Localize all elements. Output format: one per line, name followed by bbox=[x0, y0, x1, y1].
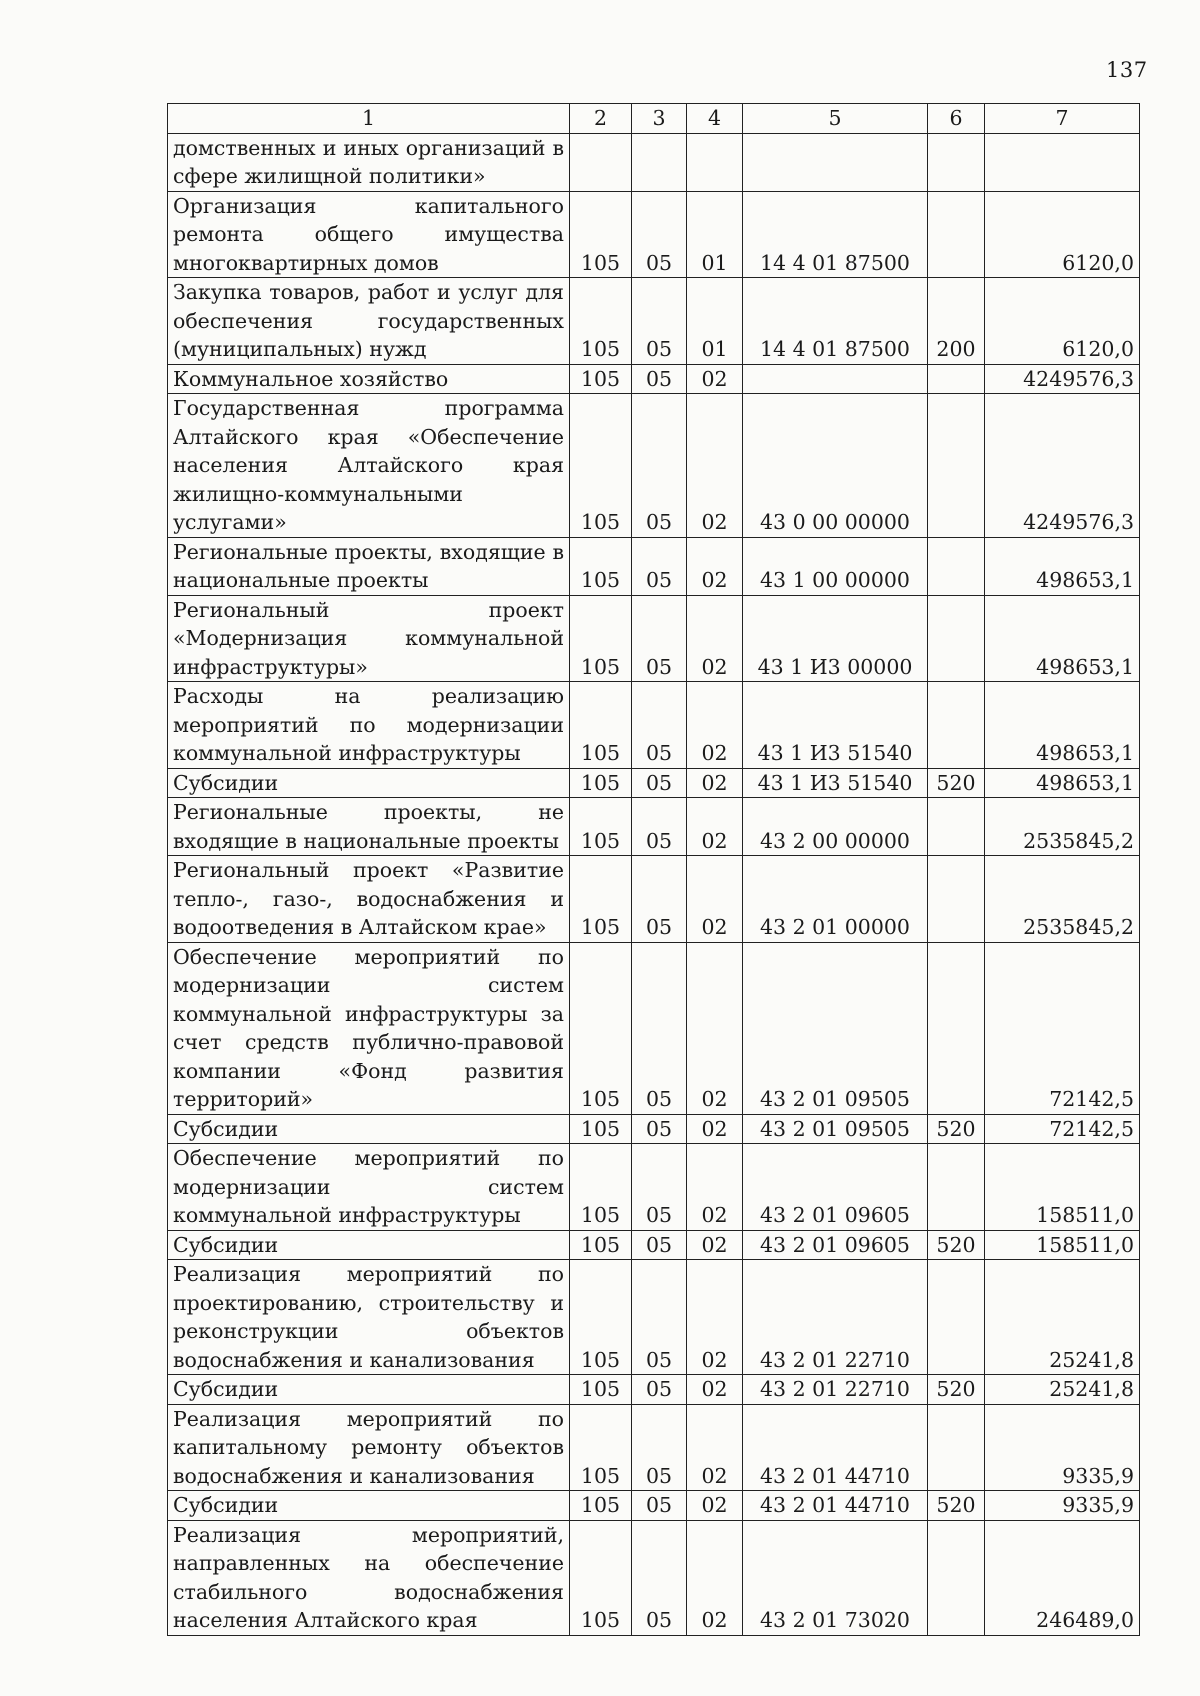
target-article-cell: 43 2 01 73020 bbox=[743, 1520, 928, 1635]
amount-cell: 25241,8 bbox=[985, 1375, 1140, 1405]
amount-cell: 9335,9 bbox=[985, 1404, 1140, 1491]
section-code-cell: 05 bbox=[632, 1144, 687, 1231]
section-code-cell: 05 bbox=[632, 1260, 687, 1375]
row-name-cell: Организация капитального ремонта общего имущества многоквартирных домов bbox=[168, 191, 570, 278]
table-row bbox=[168, 1144, 1140, 1231]
subsection-code-cell: 01 bbox=[687, 278, 743, 365]
expense-type-cell bbox=[928, 394, 985, 538]
section-code-cell: 05 bbox=[632, 856, 687, 943]
expense-type-cell bbox=[928, 942, 985, 1114]
column-header: 4 bbox=[687, 104, 743, 134]
ministry-code-cell: 105 bbox=[570, 798, 632, 856]
row-name-cell: Расходы на реализацию мероприятий по модернизации коммунальной инфраструктуры bbox=[168, 682, 570, 769]
subsection-code-cell: 02 bbox=[687, 364, 743, 394]
ministry-code-cell: 105 bbox=[570, 278, 632, 365]
amount-cell: 2535845,2 bbox=[985, 856, 1140, 943]
subsection-code-cell: 02 bbox=[687, 394, 743, 538]
section-code-cell: 05 bbox=[632, 1375, 687, 1405]
row-name-cell: Субсидии bbox=[168, 1230, 570, 1260]
target-article-cell: 43 2 01 09505 bbox=[743, 1114, 928, 1144]
row-name-cell: Обеспечение мероприятий по модернизации систем коммунальной инфраструктуры bbox=[168, 1144, 570, 1231]
amount-cell: 4249576,3 bbox=[985, 394, 1140, 538]
subsection-code-cell: 02 bbox=[687, 682, 743, 769]
expense-type-cell bbox=[928, 1260, 985, 1375]
column-header: 1 bbox=[168, 104, 570, 134]
subsection-code-cell bbox=[687, 133, 743, 191]
expense-type-cell bbox=[928, 537, 985, 595]
ministry-code-cell: 105 bbox=[570, 856, 632, 943]
expense-type-cell bbox=[928, 682, 985, 769]
row-name-cell: Реализация мероприятий по проектированию, строительству и реконструкции объектов водоснабжения и канализования bbox=[168, 1260, 570, 1375]
table-row bbox=[168, 798, 1140, 856]
amount-cell: 158511,0 bbox=[985, 1144, 1140, 1231]
expense-type-cell bbox=[928, 133, 985, 191]
section-code-cell: 05 bbox=[632, 1520, 687, 1635]
expense-type-cell: 520 bbox=[928, 1114, 985, 1144]
section-code-cell: 05 bbox=[632, 798, 687, 856]
table-row bbox=[168, 1375, 1140, 1405]
expense-type-cell bbox=[928, 191, 985, 278]
section-code-cell bbox=[632, 133, 687, 191]
subsection-code-cell: 02 bbox=[687, 1404, 743, 1491]
ministry-code-cell: 105 bbox=[570, 364, 632, 394]
subsection-code-cell: 02 bbox=[687, 1260, 743, 1375]
ministry-code-cell: 105 bbox=[570, 394, 632, 538]
ministry-code-cell: 105 bbox=[570, 1144, 632, 1231]
amount-cell: 72142,5 bbox=[985, 942, 1140, 1114]
ministry-code-cell: 105 bbox=[570, 682, 632, 769]
row-name-cell: Субсидии bbox=[168, 1491, 570, 1521]
page-number: 137 bbox=[1106, 58, 1148, 82]
row-name-cell: Региональные проекты, входящие в национальные проекты bbox=[168, 537, 570, 595]
subsection-code-cell: 02 bbox=[687, 768, 743, 798]
amount-cell: 72142,5 bbox=[985, 1114, 1140, 1144]
ministry-code-cell: 105 bbox=[570, 1230, 632, 1260]
target-article-cell bbox=[743, 364, 928, 394]
expense-type-cell bbox=[928, 798, 985, 856]
subsection-code-cell: 02 bbox=[687, 1520, 743, 1635]
table-row bbox=[168, 394, 1140, 538]
table-row bbox=[168, 1114, 1140, 1144]
expense-type-cell bbox=[928, 364, 985, 394]
subsection-code-cell: 02 bbox=[687, 1491, 743, 1521]
section-code-cell: 05 bbox=[632, 364, 687, 394]
expense-type-cell bbox=[928, 1520, 985, 1635]
table-row bbox=[168, 942, 1140, 1114]
ministry-code-cell: 105 bbox=[570, 1114, 632, 1144]
ministry-code-cell: 105 bbox=[570, 1520, 632, 1635]
expense-type-cell: 520 bbox=[928, 1375, 985, 1405]
row-name-cell: Региональный проект «Развитие тепло-, газо-, водоснабжения и водоотведения в Алтайском крае» bbox=[168, 856, 570, 943]
amount-cell: 158511,0 bbox=[985, 1230, 1140, 1260]
budget-table bbox=[167, 103, 1140, 1636]
target-article-cell: 43 2 00 00000 bbox=[743, 798, 928, 856]
table-row bbox=[168, 537, 1140, 595]
ministry-code-cell: 105 bbox=[570, 942, 632, 1114]
target-article-cell: 43 2 01 09605 bbox=[743, 1230, 928, 1260]
target-article-cell: 43 1 И3 00000 bbox=[743, 595, 928, 682]
subsection-code-cell: 02 bbox=[687, 798, 743, 856]
column-header: 7 bbox=[985, 104, 1140, 134]
row-name-cell: Реализация мероприятий по капитальному ремонту объектов водоснабжения и канализования bbox=[168, 1404, 570, 1491]
row-name-cell: Субсидии bbox=[168, 768, 570, 798]
amount-cell: 6120,0 bbox=[985, 191, 1140, 278]
target-article-cell: 43 2 01 09605 bbox=[743, 1144, 928, 1231]
amount-cell: 498653,1 bbox=[985, 537, 1140, 595]
target-article-cell: 43 2 01 22710 bbox=[743, 1260, 928, 1375]
section-code-cell: 05 bbox=[632, 1114, 687, 1144]
amount-cell: 498653,1 bbox=[985, 595, 1140, 682]
row-name-cell: Субсидии bbox=[168, 1375, 570, 1405]
section-code-cell: 05 bbox=[632, 394, 687, 538]
table-row bbox=[168, 364, 1140, 394]
table-row bbox=[168, 1260, 1140, 1375]
expense-type-cell: 520 bbox=[928, 768, 985, 798]
table-row bbox=[168, 1491, 1140, 1521]
table-row bbox=[168, 1520, 1140, 1635]
section-code-cell: 05 bbox=[632, 942, 687, 1114]
expense-type-cell: 200 bbox=[928, 278, 985, 365]
subsection-code-cell: 02 bbox=[687, 942, 743, 1114]
section-code-cell: 05 bbox=[632, 1491, 687, 1521]
row-name-cell: Коммунальное хозяйство bbox=[168, 364, 570, 394]
table-row bbox=[168, 595, 1140, 682]
row-name-cell: Региональные проекты, не входящие в национальные проекты bbox=[168, 798, 570, 856]
amount-cell: 6120,0 bbox=[985, 278, 1140, 365]
section-code-cell: 05 bbox=[632, 768, 687, 798]
row-name-cell: Региональный проект «Модернизация коммунальной инфраструктуры» bbox=[168, 595, 570, 682]
ministry-code-cell: 105 bbox=[570, 1491, 632, 1521]
subsection-code-cell: 02 bbox=[687, 537, 743, 595]
subsection-code-cell: 02 bbox=[687, 595, 743, 682]
subsection-code-cell: 02 bbox=[687, 1114, 743, 1144]
amount-cell: 2535845,2 bbox=[985, 798, 1140, 856]
ministry-code-cell: 105 bbox=[570, 1260, 632, 1375]
ministry-code-cell: 105 bbox=[570, 191, 632, 278]
row-name-cell: Субсидии bbox=[168, 1114, 570, 1144]
target-article-cell: 43 2 01 44710 bbox=[743, 1491, 928, 1521]
column-header: 2 bbox=[570, 104, 632, 134]
target-article-cell: 43 0 00 00000 bbox=[743, 394, 928, 538]
expense-type-cell bbox=[928, 856, 985, 943]
subsection-code-cell: 02 bbox=[687, 1144, 743, 1231]
table-row bbox=[168, 856, 1140, 943]
expense-type-cell bbox=[928, 1404, 985, 1491]
column-header: 3 bbox=[632, 104, 687, 134]
section-code-cell: 05 bbox=[632, 278, 687, 365]
amount-cell: 498653,1 bbox=[985, 682, 1140, 769]
row-name-cell: Обеспечение мероприятий по модернизации систем коммунальной инфраструктуры за счет средств публично-правовой компании «Фонд развития территорий» bbox=[168, 942, 570, 1114]
target-article-cell: 14 4 01 87500 bbox=[743, 278, 928, 365]
amount-cell: 4249576,3 bbox=[985, 364, 1140, 394]
expense-type-cell: 520 bbox=[928, 1230, 985, 1260]
section-code-cell: 05 bbox=[632, 1404, 687, 1491]
row-name-cell: Реализация мероприятий, направленных на обеспечение стабильного водоснабжения населения Алтайского края bbox=[168, 1520, 570, 1635]
subsection-code-cell: 01 bbox=[687, 191, 743, 278]
section-code-cell: 05 bbox=[632, 682, 687, 769]
target-article-cell bbox=[743, 133, 928, 191]
row-name-cell: Закупка товаров, работ и услуг для обеспечения государственных (муниципальных) нужд bbox=[168, 278, 570, 365]
target-article-cell: 43 2 01 22710 bbox=[743, 1375, 928, 1405]
section-code-cell: 05 bbox=[632, 537, 687, 595]
target-article-cell: 14 4 01 87500 bbox=[743, 191, 928, 278]
header-row bbox=[168, 104, 1140, 134]
target-article-cell: 43 2 01 44710 bbox=[743, 1404, 928, 1491]
expense-type-cell bbox=[928, 595, 985, 682]
subsection-code-cell: 02 bbox=[687, 1230, 743, 1260]
table-row bbox=[168, 768, 1140, 798]
section-code-cell: 05 bbox=[632, 595, 687, 682]
row-name-cell: Государственная программа Алтайского края «Обеспечение населения Алтайского края жилищно-коммунальными услугами» bbox=[168, 394, 570, 538]
table-row bbox=[168, 278, 1140, 365]
column-header: 5 bbox=[743, 104, 928, 134]
subsection-code-cell: 02 bbox=[687, 856, 743, 943]
amount-cell bbox=[985, 133, 1140, 191]
table-row bbox=[168, 191, 1140, 278]
ministry-code-cell: 105 bbox=[570, 1404, 632, 1491]
ministry-code-cell: 105 bbox=[570, 1375, 632, 1405]
target-article-cell: 43 1 00 00000 bbox=[743, 537, 928, 595]
table-row bbox=[168, 682, 1140, 769]
expense-type-cell: 520 bbox=[928, 1491, 985, 1521]
section-code-cell: 05 bbox=[632, 191, 687, 278]
target-article-cell: 43 2 01 09505 bbox=[743, 942, 928, 1114]
amount-cell: 246489,0 bbox=[985, 1520, 1140, 1635]
ministry-code-cell: 105 bbox=[570, 595, 632, 682]
amount-cell: 498653,1 bbox=[985, 768, 1140, 798]
target-article-cell: 43 2 01 00000 bbox=[743, 856, 928, 943]
table-row bbox=[168, 133, 1140, 191]
ministry-code-cell: 105 bbox=[570, 768, 632, 798]
table-row bbox=[168, 1230, 1140, 1260]
table-row bbox=[168, 1404, 1140, 1491]
target-article-cell: 43 1 И3 51540 bbox=[743, 682, 928, 769]
amount-cell: 9335,9 bbox=[985, 1491, 1140, 1521]
expense-type-cell bbox=[928, 1144, 985, 1231]
subsection-code-cell: 02 bbox=[687, 1375, 743, 1405]
row-name-cell: домственных и иных организаций в сфере жилищной политики» bbox=[168, 133, 570, 191]
ministry-code-cell: 105 bbox=[570, 537, 632, 595]
section-code-cell: 05 bbox=[632, 1230, 687, 1260]
column-header: 6 bbox=[928, 104, 985, 134]
target-article-cell: 43 1 И3 51540 bbox=[743, 768, 928, 798]
amount-cell: 25241,8 bbox=[985, 1260, 1140, 1375]
ministry-code-cell bbox=[570, 133, 632, 191]
